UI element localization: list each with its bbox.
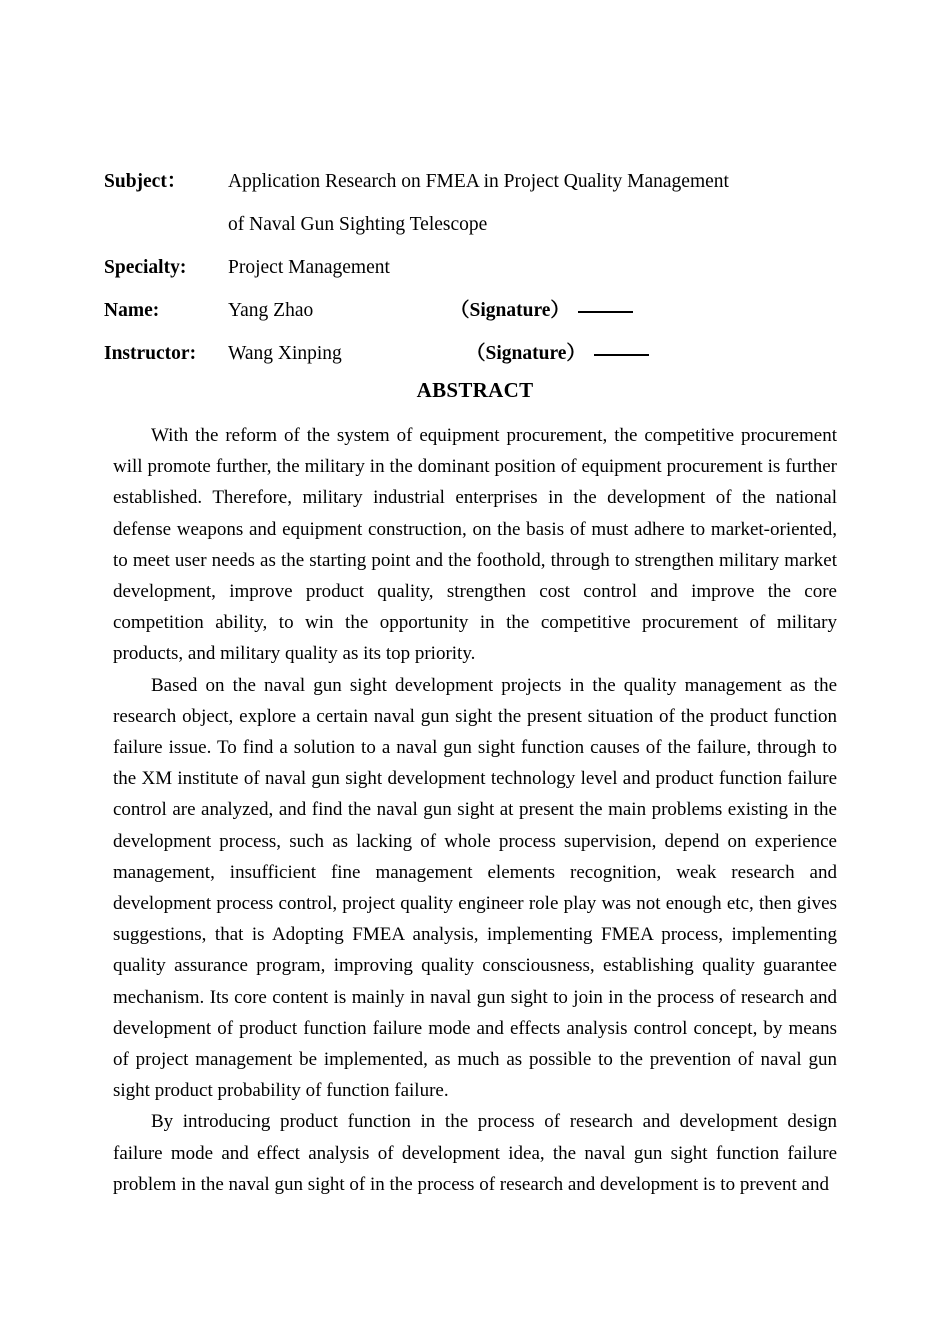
metadata-row-name [104,289,844,332]
abstract-body [113,420,837,1200]
abstract-paragraph: With the reform of the system of equipment procurement, the competitive procurement will promote further, the military in the dominant position of equipment procurement is further established. Therefore, military industrial enterprises in the development of the national defense weapons and equipment construction, on the basis of must adhere to market-oriented, to meet user needs as the starting point and the foothold, through to strengthen military market development, improve product quality, strengthen cost control and improve the core competition ability, to win the opportunity in the competitive procurement of military products, and military quality as its top priority. [113,425,837,665]
specialty-value: Project Management [228,257,390,278]
metadata-row-instructor [104,332,844,375]
abstract-paragraph: Based on the naval gun sight development projects in the quality management as the research object, explore a certain naval gun sight the present situation of the product function failure issue. To find a solution to a naval gun sight function causes of the failure, through to the XM institute of naval gun sight development technology level and product function failure control are analyzed, and find the naval gun sight at present the main problems existing in the development process, such as lacking of whole process supervision, depend on experience management, insufficient fine management elements recognition, weak research and development process control, project quality engineer role play was not enough etc, then gives suggestions, that is Adopting FMEA analysis, implementing FMEA process, implementing quality assurance program, improving quality consciousness, establishing quality guarantee mechanism. Its core content is mainly in naval gun sight to join in the process of research and development of product function failure mode and effects analysis control concept, by means of project management be implemented, as much as possible to the prevention of naval gun sight product probability of function failure. [113,674,837,1102]
instructor-value-container [228,332,844,375]
subject-value-line2: of Naval Gun Sighting Telescope [228,214,488,235]
name-signature-group [450,289,633,332]
instructor-signature-label: （Signature） [466,343,586,364]
instructor-signature-group [466,332,649,375]
instructor-label: Instructor: [104,343,197,364]
name-label: Name: [104,300,160,321]
abstract-paragraph: By introducing product function in the process of research and development design failure mode and effect analysis of development idea, the naval gun sight function failure problem in the naval gun sight of in the process of research and development is to prevent and [113,1111,837,1195]
metadata-row-specialty [104,246,844,289]
subject-label: Subject： [104,171,187,192]
subject-value-line1: Application Research on FMEA in Project Quality Management [228,171,729,192]
thesis-metadata-block [104,160,844,375]
name-value: Yang Zhao [228,300,314,321]
instructor-signature-line[interactable] [594,354,649,356]
name-signature-label: （Signature） [450,300,570,321]
name-value-container [228,289,844,332]
subject-value [228,160,844,246]
metadata-row-subject [104,160,844,246]
specialty-label: Specialty: [104,257,187,278]
name-signature-line[interactable] [578,311,633,313]
abstract-heading: ABSTRACT [416,378,534,402]
instructor-value: Wang Xinping [228,343,342,364]
